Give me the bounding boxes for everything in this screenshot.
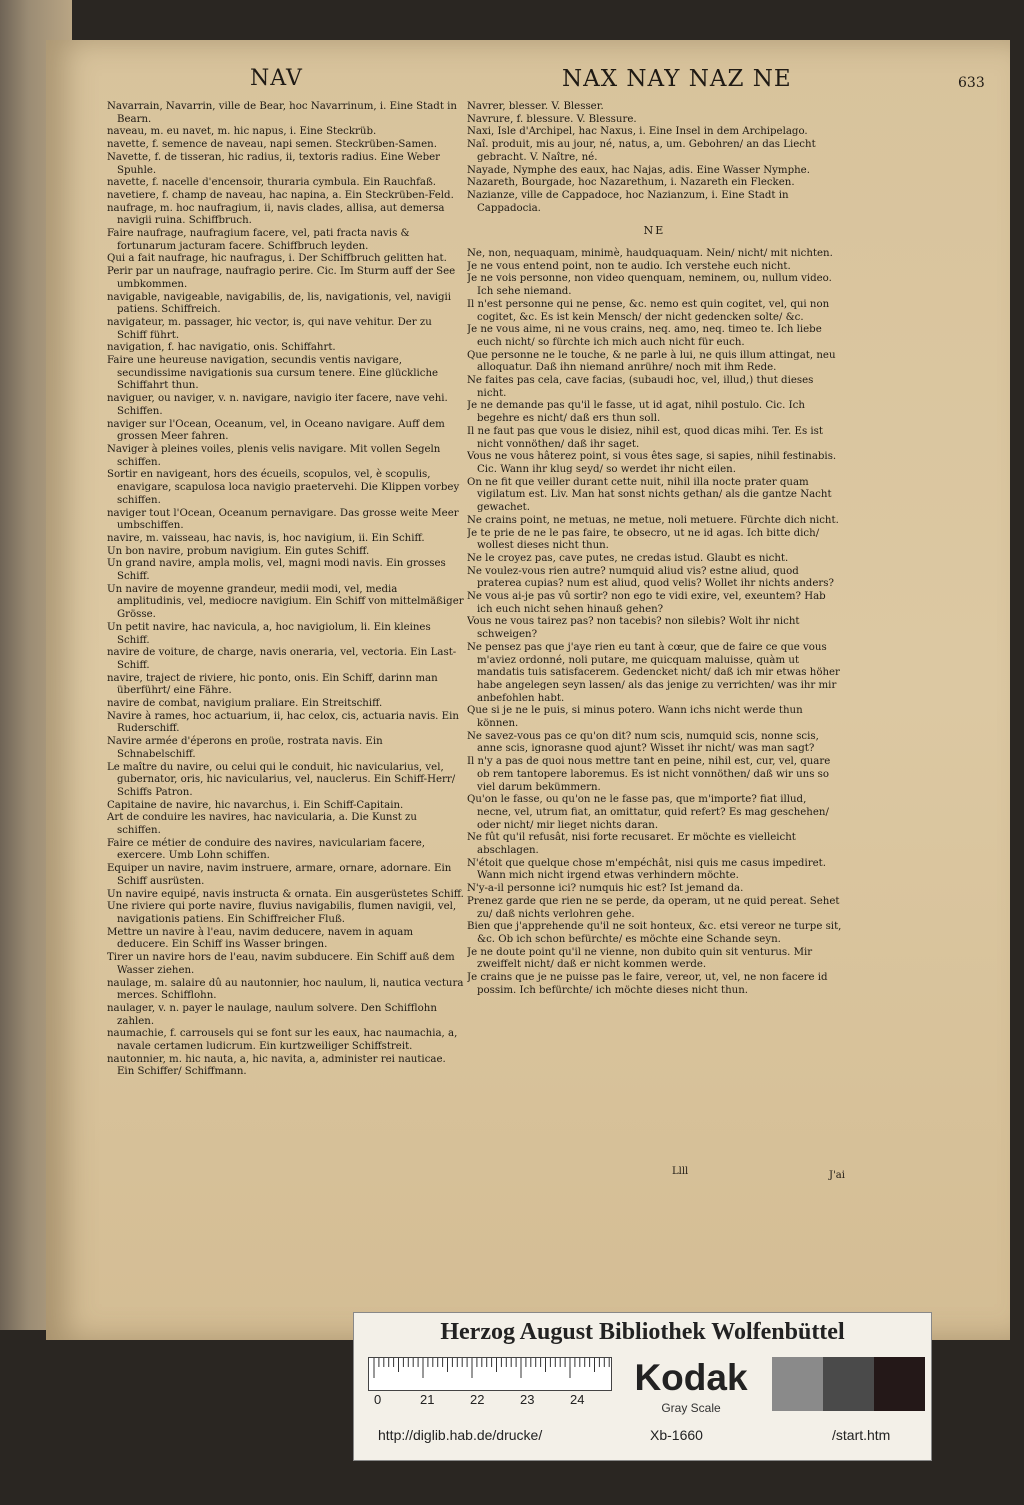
dictionary-entry: navette, f. semence de naveau, napi semen. Steckrüben-Samen. bbox=[107, 139, 437, 151]
gray-patch bbox=[772, 1357, 823, 1411]
dictionary-entry: navigateur, m. passager, hic vector, is, qui nave vehitur. Der zu Schiff führt. bbox=[107, 316, 432, 341]
dictionary-entry: Navarrain, Navarrin, ville de Bear, hoc Navarrinum, i. Eine Stadt in Bearn. bbox=[107, 101, 457, 125]
dictionary-entry: Navire à rames, hoc actuarium, ii, hac celox, cis, actuaria navis. Ein Ruderschiff. bbox=[107, 710, 459, 735]
ruler-label: 21 bbox=[420, 1392, 435, 1407]
dictionary-entry: Perir par un naufrage, naufragio perire. Cic. Im Sturm auff der See umbkommen. bbox=[107, 266, 456, 290]
dictionary-entry: Vous ne vous hâterez point, si vous êtes sage, si sapies, nihil festinabis. Cic. Wann ihr klug seyd/ so werdet ihr nicht eilen. bbox=[467, 451, 837, 475]
dictionary-entry: Nazianze, ville de Cappadoce, hoc Nazianzum, i. Eine Stadt in Cappadocia. bbox=[467, 189, 789, 214]
dictionary-entry: naviger sur l'Ocean, Oceanum, vel, in Oceano navigare. Auff dem grossen Meer fahren. bbox=[107, 418, 445, 443]
dictionary-entry: Je ne demande pas qu'il le fasse, ut id agat, nihil postulo. Cic. Ich begehre es nicht/ daß ers thun soll. bbox=[467, 400, 805, 425]
dictionary-entry: Mettre un navire à l'eau, navim deducere, navem in aquam deducere. Ein Schiff ins Wasser bringen. bbox=[107, 926, 413, 951]
dictionary-entry: Vous ne vous tairez pas? non tacebis? non silebis? Wolt ihr nicht schweigen? bbox=[467, 616, 800, 641]
left-column bbox=[107, 101, 464, 1201]
dictionary-entry: navetiere, f. champ de naveau, hac napina, a. Ein Steckrüben-Feld. bbox=[107, 189, 454, 201]
dictionary-entry: navire, traject de riviere, hic ponto, onis. Ein Schiff, darinn man überführt/ eine Fähre. bbox=[107, 672, 438, 697]
kodak-brand: Kodak bbox=[634, 1357, 748, 1398]
dictionary-entry: naviger tout l'Ocean, Oceanum pernavigare. Das grosse weite Meer umbschiffen. bbox=[107, 507, 459, 532]
dictionary-entry: N'étoit que quelque chose m'empéchât, nisi quis me casus impediret. Wann mich nicht irgend etwas verhindern möchte. bbox=[467, 857, 826, 882]
dictionary-entry: Naviger à pleines voiles, plenis velis navigare. Mit vollen Segeln schiffen. bbox=[107, 443, 441, 468]
dictionary-entry: Un petit navire, hac navicula, a, hoc navigiolum, li. Ein kleines Schiff. bbox=[107, 621, 431, 646]
dictionary-entry: Que si je ne le puis, si minus potero. Wann ichs nicht werde thun können. bbox=[467, 705, 803, 730]
kodak-logo bbox=[616, 1357, 766, 1415]
dictionary-entry: Sortir en navigeant, hors des écueils, scopulos, vel, è scopulis, enavigare, scapulosa loca navigio praetervehi. Die Klippen vorbey schiffen. bbox=[107, 469, 460, 506]
dictionary-entry: Art de conduire les navires, hac navicularia, a. Die Kunst zu schiffen. bbox=[107, 812, 417, 837]
dictionary-entry: naveau, m. eu navet, m. hic napus, i. Eine Steckrüb. bbox=[107, 126, 377, 138]
url-suffix: /start.htm bbox=[832, 1427, 891, 1443]
dictionary-entry: Navrer, blesser. V. Blesser. bbox=[467, 101, 604, 112]
dictionary-entry: Nazareth, Bourgade, hoc Nazarethum, i. Nazareth ein Flecken. bbox=[467, 177, 795, 189]
scale-ruler bbox=[368, 1357, 612, 1391]
dictionary-entry: Ne fût qu'il refusât, nisi forte recusaret. Er möchte es vielleicht abschlagen. bbox=[467, 832, 796, 857]
dictionary-entry: Ne voulez-vous rien autre? numquid aliud vis? estne aliud, quod praterea cupias? num est aliud, quod velis? Wollet ihr nichts anders? bbox=[467, 565, 834, 590]
dictionary-entry: Naxi, Isle d'Archipel, hac Naxus, i. Eine Insel in dem Archipelago. bbox=[467, 126, 808, 138]
dictionary-entry: Ne, non, nequaquam, minimè, haudquaquam. Nein/ nicht/ mit nichten. bbox=[467, 248, 833, 260]
ruler-ticks bbox=[369, 1358, 611, 1378]
ruler-label: 24 bbox=[570, 1392, 585, 1407]
dictionary-entry: naufrage, m. hoc naufragium, ii, navis clades, allisa, aut demersa navigii ruina. Schiffbruch. bbox=[107, 202, 445, 227]
dictionary-entry: Tirer un navire hors de l'eau, navim subducere. Ein Schiff auß dem Wasser ziehen. bbox=[107, 952, 455, 976]
dictionary-entry: Equiper un navire, navim instruere, armare, ornare, adornare. Ein Schiff ausrüsten. bbox=[107, 863, 452, 887]
section-heading: NE bbox=[643, 224, 666, 238]
dictionary-entry: Qui a fait naufrage, hic naufragus, i. Der Schiffbruch gelitten hat. bbox=[107, 253, 447, 265]
dictionary-entry: Ne crains point, ne metuas, ne metue, noli metuere. Fürchte dich nicht. bbox=[467, 514, 839, 526]
dictionary-entry: Je crains que je ne puisse pas le faire, vereor, ut, vel, ne non facere id possim. Ich befürchte/ ich möchte dieses nicht thun. bbox=[467, 972, 828, 996]
dictionary-entry: navette, f. nacelle d'encensoir, thuraria cymbula. Ein Rauchfaß. bbox=[107, 177, 437, 189]
dictionary-entry: Que personne ne le touche, & ne parle à lui, ne quis illum attingat, neu alloquatur. Daß ihn niemand anrühre/ noch mit ihm Rede. bbox=[467, 349, 836, 374]
gray-patch bbox=[874, 1357, 925, 1411]
dictionary-entry: Il n'y a pas de quoi nous mettre tant en peine, nihil est, cur, vel, quare ob rem tantopere laboremus. Es ist nicht vonnöthen/ daß wir uns so viel darum bekümmern. bbox=[467, 756, 831, 793]
dictionary-entry: Naî. produit, mis au jour, né, natus, a, um. Gebohren/ an das Liecht gebracht. V. Naître, né. bbox=[467, 139, 816, 163]
source-url: http://diglib.hab.de/drucke/ bbox=[378, 1427, 543, 1443]
right-column-ne-entries bbox=[467, 248, 842, 997]
running-head-right: NAX NAY NAZ NE bbox=[562, 66, 792, 92]
dictionary-entry: naumachie, f. carrousels qui se font sur les eaux, hac naumachia, a, navale certamen ludicrum. Ein kurtzweiliger Schiffstreit. bbox=[107, 1028, 458, 1053]
dictionary-entry: Navire armée d'éperons en proüe, rostrata navis. Ein Schnabelschiff. bbox=[107, 736, 383, 760]
dictionary-entry: nautonnier, m. hic nauta, a, hic navita, a, administer rei nauticae. Ein Schiffer/ Schiffmann. bbox=[107, 1053, 446, 1078]
kodak-color-card bbox=[353, 1312, 932, 1461]
dictionary-entry: N'y-a-il personne ici? numquis hic est? Ist jemand da. bbox=[467, 883, 744, 895]
dictionary-entry: Ne vous ai-je pas vû sortir? non ego te vidi exire, vel, exeuntem? Hab ich euch nicht sehen hinauß gehen? bbox=[467, 591, 826, 615]
signature-mark: Llll bbox=[672, 1166, 689, 1177]
dictionary-entry: Un grand navire, ampla molis, vel, magni modi navis. Ein grosses Schiff. bbox=[107, 558, 446, 583]
dictionary-entry: Navette, f. de tisseran, hic radius, ii, textoris radius. Eine Weber Spuhle. bbox=[107, 151, 440, 176]
dictionary-entry: Un bon navire, probum navigium. Ein gutes Schiff. bbox=[107, 545, 370, 557]
dictionary-entry: Ne faites pas cela, cave facias, (subaudi hoc, vel, illud,) thut dieses nicht. bbox=[467, 375, 814, 399]
dictionary-entry: navigable, navigeable, navigabilis, de, lis, navigationis, vel, navigii patiens. Schiffreich. bbox=[107, 291, 452, 316]
dictionary-entry: Bien que j'apprehende qu'il ne soit honteux, &c. etsi vereor ne turpe sit, &c. Ob ich schon befürchte/ es möchte eine Schande seyn. bbox=[467, 921, 842, 945]
dictionary-entry: naulager, v. n. payer le naulage, naulum solvere. Den Schifflohn zahlen. bbox=[107, 1002, 437, 1027]
gray-scale-label: Gray Scale bbox=[661, 1401, 721, 1415]
dictionary-entry: navire de voiture, de charge, navis oneraria, vel, vectoria. Ein Last-Schiff. bbox=[107, 647, 457, 671]
dictionary-entry: naviguer, ou naviger, v. n. navigare, navigio iter facere, nave vehi. Schiffen. bbox=[107, 393, 448, 417]
dictionary-entry: Je ne doute point qu'il ne vienne, non dubito quin sit venturus. Mir zweiffelt nicht/ daß er nicht kommen werde. bbox=[467, 946, 813, 971]
dictionary-entry: Un navire equipé, navis instructa & ornata. Ein ausgerüstetes Schiff. bbox=[107, 888, 464, 900]
card-title: Herzog August Bibliothek Wolfenbüttel bbox=[440, 1319, 845, 1345]
dictionary-entry: navigation, f. hac navigatio, onis. Schiffahrt. bbox=[107, 342, 336, 354]
dictionary-entry: Prenez garde que rien ne se perde, da operam, ut ne quid pereat. Sehet zu/ daß nichts verlohren gehe. bbox=[467, 895, 840, 920]
dictionary-entry: Ne savez-vous pas ce qu'on dit? num scis, numquid scis, nonne scis, anne scis, ignorasne quod ajunt? Wisset ihr nicht/ was man sagt? bbox=[467, 730, 819, 755]
dictionary-entry: Le maître du navire, ou celui qui le conduit, hic navicularius, vel, gubernator, oris, hic navicularius, vel, nauclerus. Ein Schiff-Herr/ Schiffs Patron. bbox=[107, 761, 456, 798]
gray-patch bbox=[823, 1357, 874, 1411]
dictionary-entry: Faire naufrage, naufragium facere, vel, pati fracta navis & fortunarum jacturam facere. Schiffbruch leyden. bbox=[107, 228, 410, 252]
dictionary-entry: navire de combat, navigium praliare. Ein Streitschiff. bbox=[107, 698, 383, 710]
ruler-label: 22 bbox=[470, 1392, 485, 1407]
dictionary-entry: Il ne faut pas que vous le disiez, nihil est, quod dicas mihi. Ter. Es ist nicht vonnöthen/ daß ihr saget. bbox=[467, 425, 823, 450]
dictionary-entry: Je ne vous entend point, non te audio. Ich verstehe euch nicht. bbox=[467, 260, 791, 272]
dictionary-entry: Je ne vois personne, non video quenquam, neminem, ou, nullum video. Ich sehe niemand. bbox=[467, 273, 832, 298]
dictionary-entry: Un navire de moyenne grandeur, medii modi, vel, media amplitudinis, vel, mediocre navigium. Ein Schiff von mittelmäßiger Grösse. bbox=[107, 583, 464, 621]
dictionary-entry: Ne le croyez pas, cave putes, ne credas istud. Glaubt es nicht. bbox=[467, 552, 789, 564]
card-footer bbox=[354, 1423, 931, 1449]
ruler-label: 23 bbox=[520, 1392, 535, 1407]
dictionary-entry: Il n'est personne qui ne pense, &c. nemo est quin cogitet, vel, qui non cogitet, &c. Es ist kein Mensch/ der nicht gedencken solte/ &c. bbox=[467, 298, 830, 323]
dictionary-entry: Faire ce métier de conduire des navires, naviculariam facere, exercere. Umb Lohn schiffen. bbox=[107, 837, 425, 862]
catchword: J'ai bbox=[829, 1170, 845, 1181]
dictionary-entry: Ne pensez pas que j'aye rien eu tant à cœur, que de faire ce que vous m'aviez ordonné, noli putare, me quicquam maluisse, quàm ut mandatis tuis satisfacerem. Gedencket nicht/ daß ich mir etwas höher habe angelegen seyn lassen/ als das jenige zu verrichten/ was ihr mir anbefohlen habt. bbox=[467, 641, 840, 704]
right-column bbox=[467, 101, 842, 1171]
dictionary-entry: Une riviere qui porte navire, fluvius navigabilis, flumen navigii, vel, navigationis patiens. Ein Schiffreicher Fluß. bbox=[107, 901, 457, 925]
dictionary-entry: Nayade, Nymphe des eaux, hac Najas, adis. Eine Wasser Nymphe. bbox=[467, 164, 810, 176]
dictionary-entry: Je te prie de ne le pas faire, te obsecro, ut ne id agas. Ich bitte dich/ wollest dieses nicht thun. bbox=[467, 527, 820, 552]
running-head-left: NAV bbox=[250, 66, 303, 91]
ruler-label: 0 bbox=[374, 1392, 382, 1407]
right-column-top-entries bbox=[467, 101, 842, 215]
dictionary-entry: Capitaine de navire, hic navarchus, i. Ein Schiff-Capitain. bbox=[107, 799, 404, 811]
dictionary-entry: Qu'on le fasse, ou qu'on ne le fasse pas, que m'importe? fiat illud, necne, vel, utrum fiat, an omittatur, quid refert? Es mag geschehen/ oder nicht/ mir lieget nichts daran. bbox=[467, 794, 829, 831]
dictionary-entry: naulage, m. salaire dû au nautonnier, hoc naulum, li, nautica vectura merces. Schifflohn. bbox=[107, 977, 464, 1002]
ruler-labels bbox=[368, 1392, 608, 1408]
page-number: 633 bbox=[958, 75, 985, 91]
dictionary-entry: Faire une heureuse navigation, secundis ventis navigare, secundissime navigationis sua cursum tenere. Eine glückliche Schiffahrt thun. bbox=[107, 355, 439, 392]
dictionary-entry: navire, m. vaisseau, hac navis, is, hoc navigium, ii. Ein Schiff. bbox=[107, 532, 425, 544]
dictionary-entry: Je ne vous aime, ni ne vous crains, neq. amo, neq. timeo te. Ich liebe euch nicht/ so fürchte ich mich auch nicht für euch. bbox=[467, 324, 822, 348]
shelfmark: Xb-1660 bbox=[650, 1427, 703, 1443]
dictionary-entry: On ne fit que veiller durant cette nuit, nihil illa nocte prater quam vigilatum est. Liv. Man hat sonst nichts gethan/ als die gantze Nacht gewachet. bbox=[467, 476, 832, 514]
dictionary-entry: Navrure, f. blessure. V. Blessure. bbox=[467, 113, 637, 125]
